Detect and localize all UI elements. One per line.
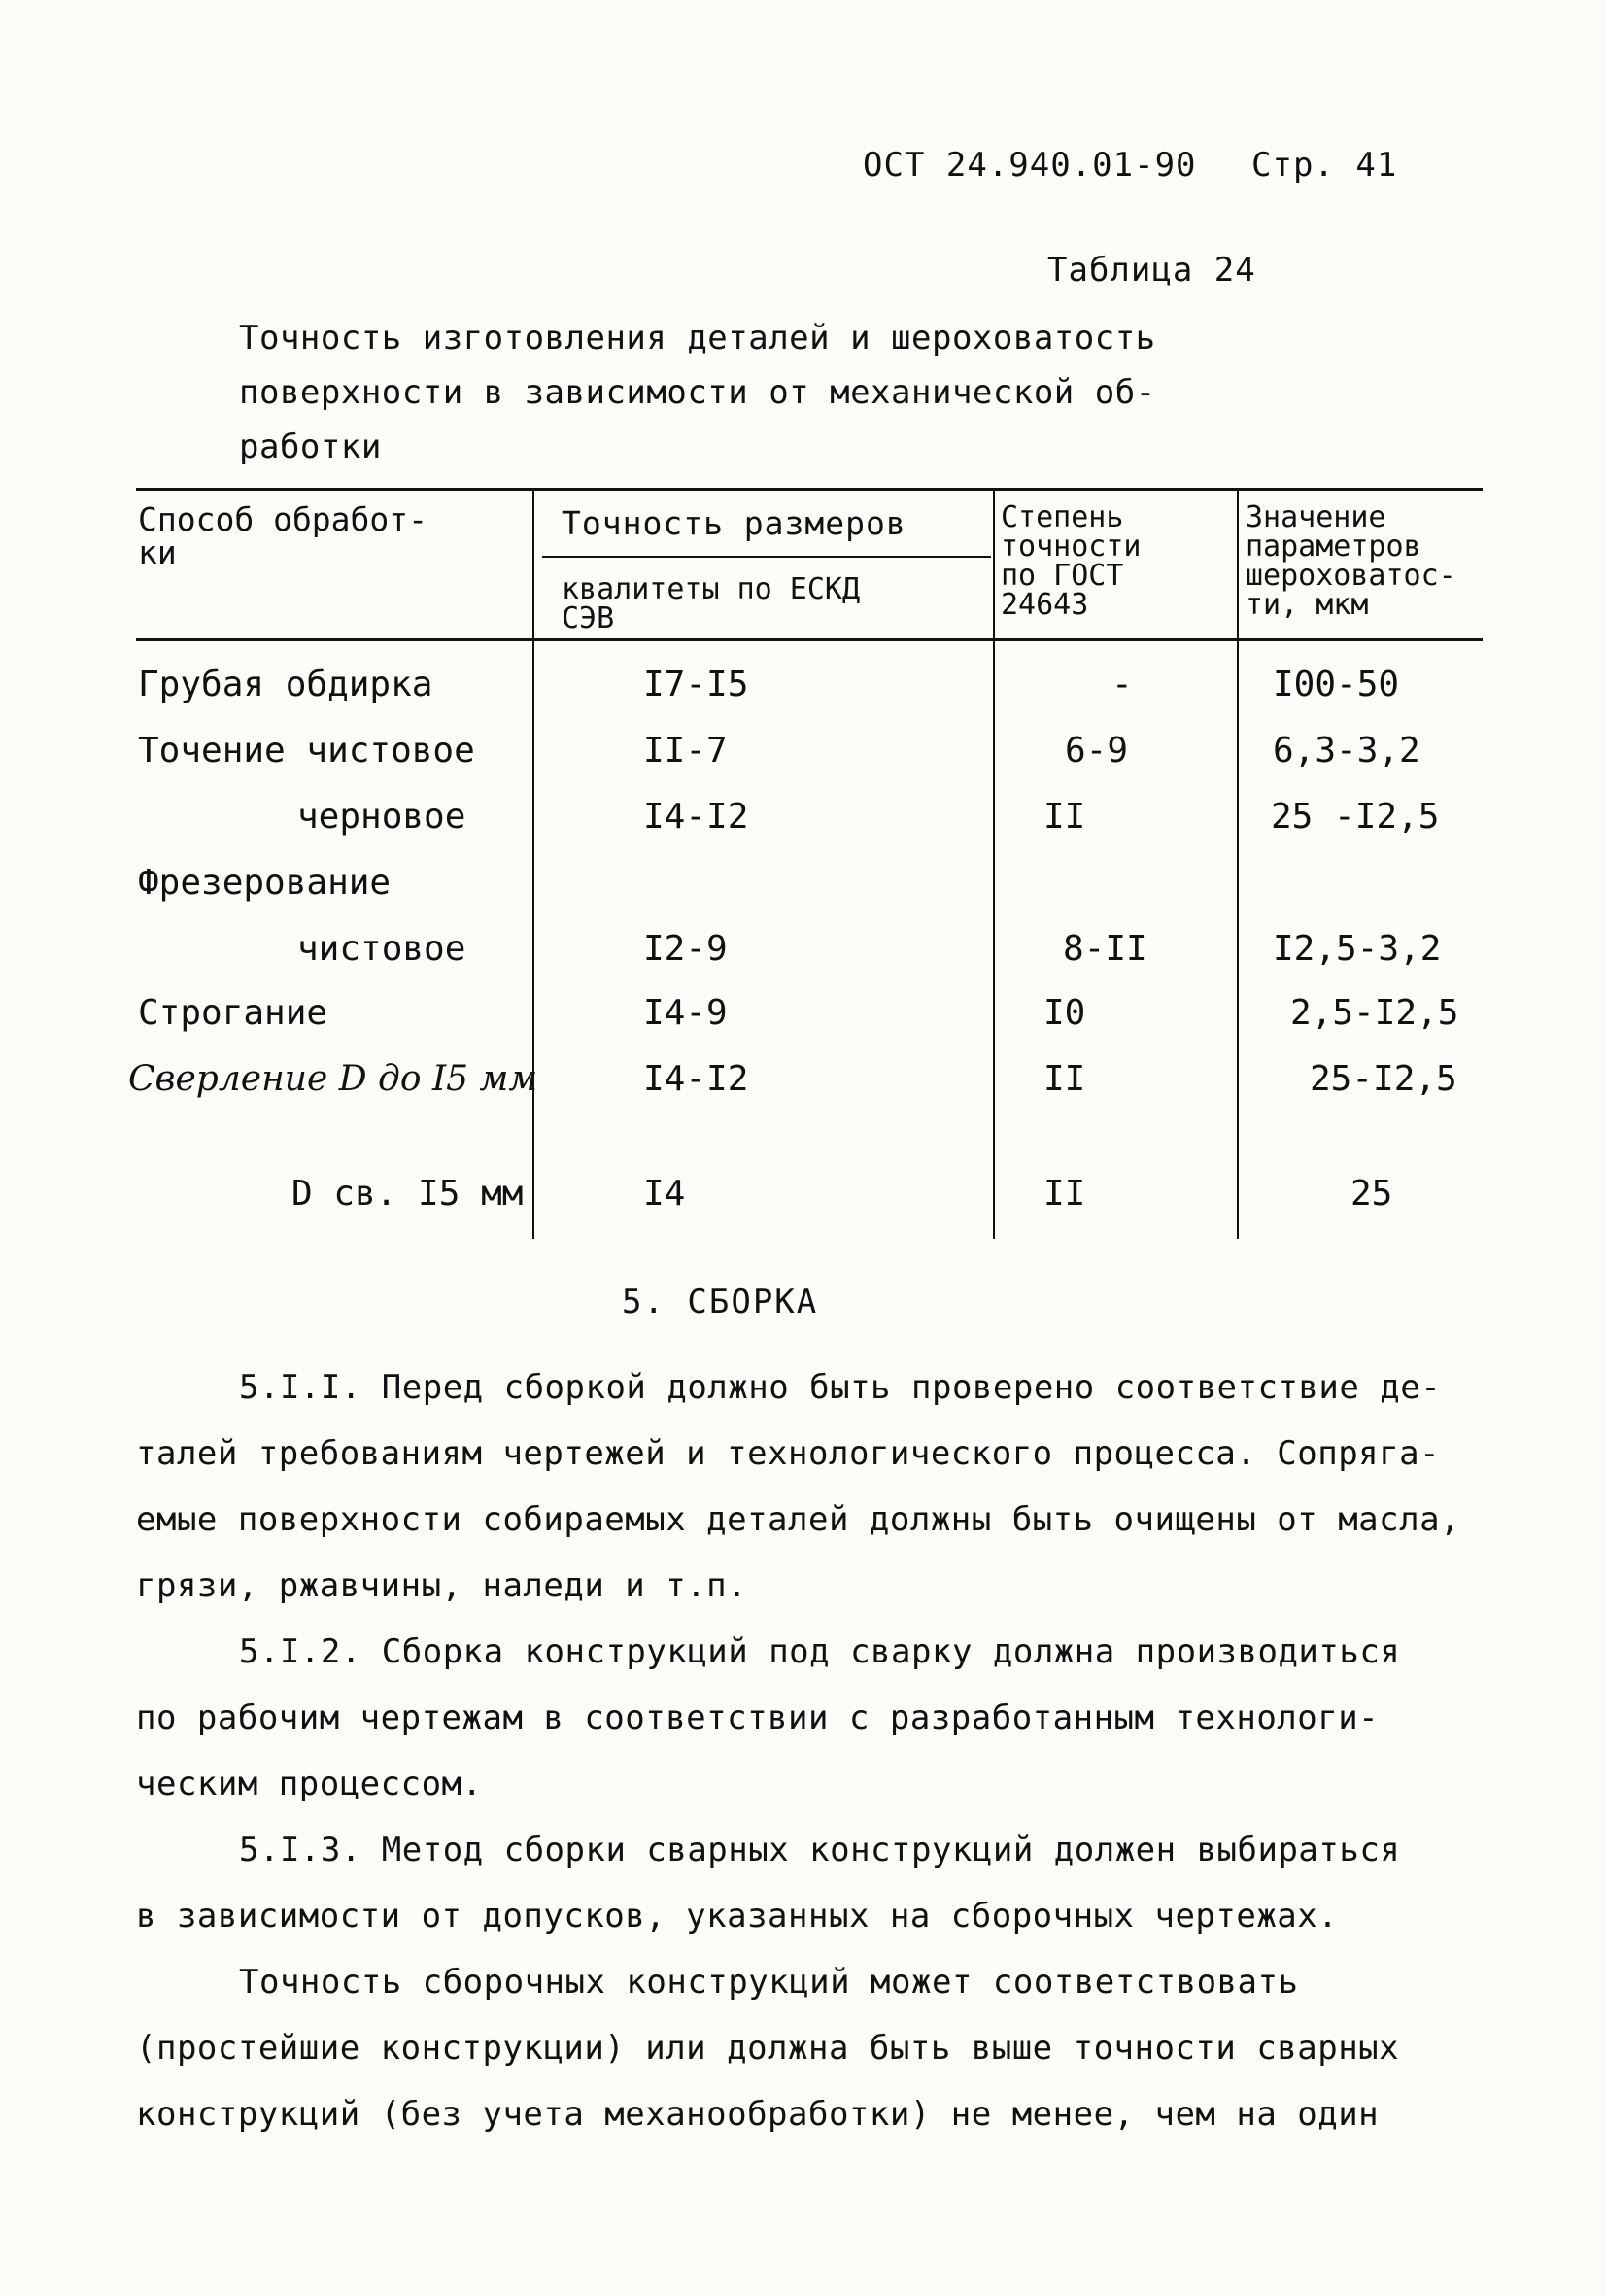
column-header-method — [138, 500, 428, 571]
table-row-method: Точение чистовое — [138, 731, 475, 771]
section-title: 5. СБОРКА — [622, 1283, 819, 1321]
column-divider — [1237, 491, 1239, 1239]
table-row-quality: I4-I2 — [643, 1059, 749, 1099]
document-code: ОСТ 24.940.01-90 — [863, 146, 1197, 185]
table-row-roughness: 2,5-I2,5 — [1290, 993, 1459, 1033]
column-divider — [993, 491, 995, 1239]
table-row-method: Фрезерование — [138, 863, 392, 903]
table-row-degree: II — [1043, 797, 1086, 837]
column-header-line: 24643 — [1001, 588, 1089, 622]
table-label: Таблица 24 — [1047, 251, 1256, 290]
table-caption — [239, 311, 1156, 474]
table-row-method: Сверление D до I5 мм — [128, 1059, 538, 1099]
column-header-line: по ГОСТ — [1001, 559, 1124, 593]
column-header-line: параметров — [1246, 530, 1421, 564]
paragraph-line: талей требованиям чертежей и технологического процесса. Сопряга- — [136, 1434, 1441, 1473]
column-header-line: ки — [138, 533, 177, 571]
paragraph-line: (простейшие конструкции) или должна быть выше точности сварных — [136, 2029, 1400, 2068]
table-row-quality: I4-I2 — [643, 797, 749, 837]
table-row-degree: 8-II — [1063, 929, 1147, 969]
column-header-qualities — [562, 572, 861, 635]
table-row-roughness: I00-50 — [1273, 665, 1400, 704]
table-row-degree: - — [1111, 665, 1133, 704]
table-row-roughness: 25 -I2,5 — [1271, 797, 1440, 837]
table-row-roughness: 6,3-3,2 — [1273, 731, 1420, 771]
column-header-accuracy: Точность размеров — [562, 504, 906, 542]
table-row-degree: II — [1043, 1059, 1086, 1099]
table-caption-line: работки — [239, 428, 382, 466]
paragraph-line: 5.I.3. Метод сборки сварных конструкций должен выбираться — [239, 1831, 1401, 1869]
column-header-line: ти, мкм — [1246, 588, 1369, 622]
column-header-degree — [1001, 500, 1142, 622]
table-row-method: Строгание — [138, 993, 328, 1033]
column-header-line: Степень — [1001, 500, 1124, 534]
table-row-roughness: I2,5-3,2 — [1273, 929, 1442, 969]
table-header-rule — [136, 638, 1483, 641]
paragraph-line: конструкций (без учета механообработки) не менее, чем на один — [136, 2095, 1380, 2134]
table-row-method: D св. I5 мм — [291, 1174, 524, 1214]
column-divider — [532, 491, 534, 1239]
table-caption-line: Точность изготовления деталей и шероховатость — [239, 319, 1156, 358]
table-row-degree: 6-9 — [1065, 731, 1129, 771]
column-header-line: шероховатос- — [1246, 559, 1456, 593]
column-header-line: Способ обработ- — [138, 500, 428, 538]
column-header-line: СЭВ — [562, 601, 615, 635]
table-row-degree: II — [1043, 1174, 1086, 1214]
page-number: Стр. 41 — [1251, 146, 1398, 185]
table-row-method: черновое — [297, 797, 466, 837]
table-row-quality: I4-9 — [643, 993, 728, 1033]
paragraph-line: 5.I.2. Сборка конструкций под сварку должна производиться — [239, 1632, 1401, 1671]
paragraph-line: по рабочим чертежам в соответствии с разработанным технологи- — [136, 1698, 1380, 1737]
paragraph-line: в зависимости от допусков, указанных на сборочных чертежах. — [136, 1897, 1339, 1936]
table-caption-line: поверхности в зависимости от механической об- — [239, 373, 1156, 412]
header-sub-rule — [542, 556, 991, 558]
paragraph-line: грязи, ржавчины, наледи и т.п. — [136, 1566, 748, 1605]
table-row-roughness: 25 — [1350, 1174, 1393, 1214]
table-row-quality: I4 — [643, 1174, 686, 1214]
table-top-rule — [136, 488, 1483, 491]
table-row-method: Грубая обдирка — [138, 665, 433, 704]
table-row-method: чистовое — [297, 929, 466, 969]
paragraph-line: емые поверхности собираемых деталей должны быть очищены от масла, — [136, 1500, 1461, 1539]
paragraph-line: 5.I.I. Перед сборкой должно быть проверено соответствие де- — [239, 1368, 1442, 1407]
table-row-quality: I7-I5 — [643, 665, 749, 704]
column-header-line: квалитеты по ЕСКД — [562, 572, 861, 606]
column-header-line: точности — [1001, 530, 1142, 564]
table-row-quality: I2-9 — [643, 929, 728, 969]
table-row-degree: I0 — [1043, 993, 1086, 1033]
table-row-quality: II-7 — [643, 731, 728, 771]
column-header-roughness — [1246, 500, 1456, 622]
table-row-roughness: 25-I2,5 — [1310, 1059, 1457, 1099]
paragraph-line: Точность сборочных конструкций может соответствовать — [239, 1963, 1299, 2002]
paragraph-line: ческим процессом. — [136, 1765, 483, 1803]
column-header-line: Значение — [1246, 500, 1386, 534]
